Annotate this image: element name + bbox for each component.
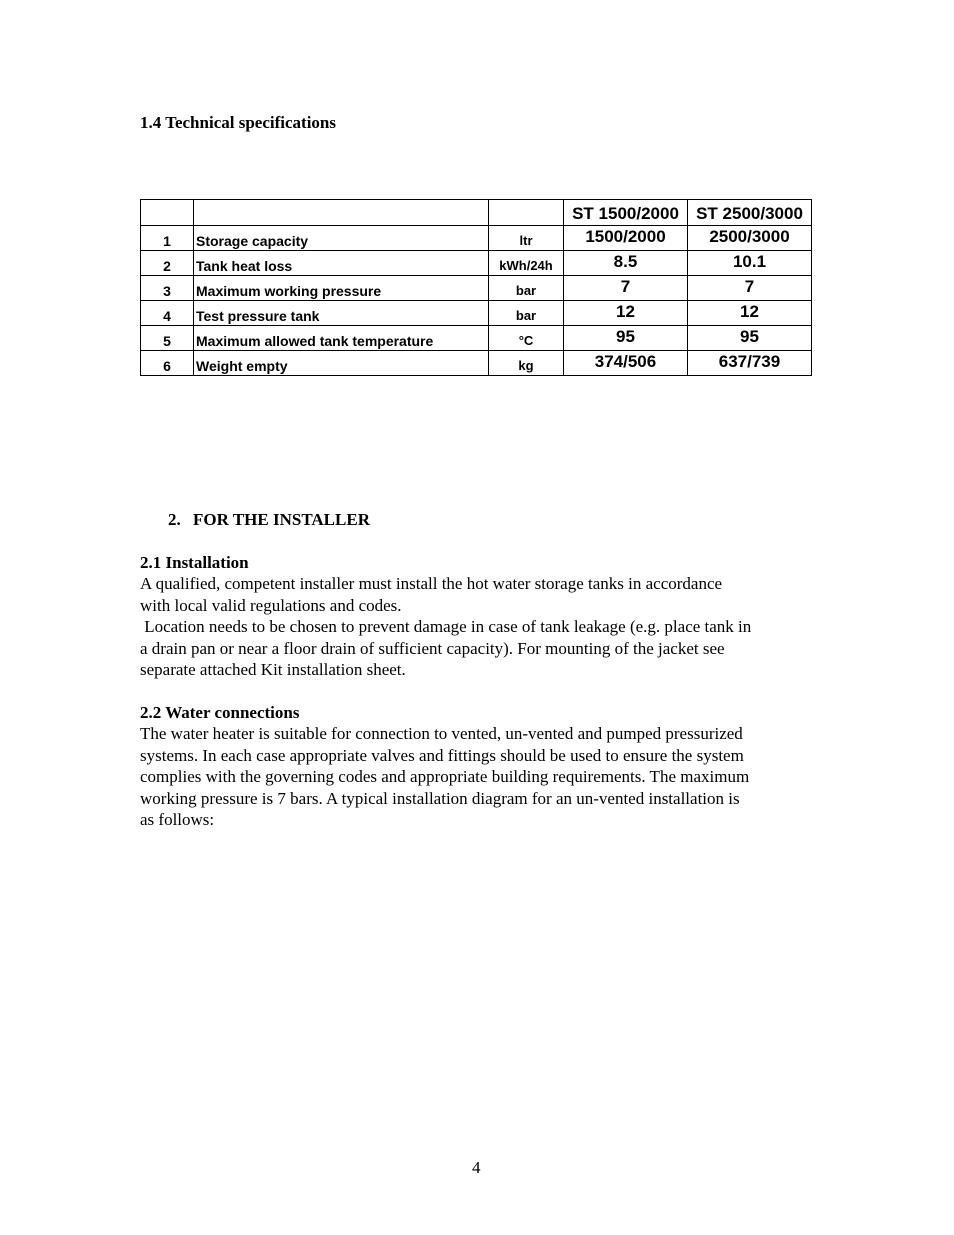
row-name: Storage capacity: [194, 226, 489, 251]
row-value-st2500: 12: [688, 301, 812, 326]
row-name: Maximum allowed tank temperature: [194, 326, 489, 351]
table-row: [141, 276, 812, 301]
column-header-st1500: ST 1500/2000: [564, 200, 688, 226]
table-row: [141, 226, 812, 251]
paragraph-line: working pressure is 7 bars. A typical installation diagram for an un-vented installation is: [140, 788, 740, 808]
section-2-title: FOR THE INSTALLER: [193, 510, 370, 529]
row-unit: kWh/24h: [489, 251, 564, 276]
row-value-st2500: 7: [688, 276, 812, 301]
table-row: [141, 326, 812, 351]
table-header-row: [141, 200, 812, 226]
row-number: 6: [141, 351, 194, 376]
row-value-st1500: 12: [564, 301, 688, 326]
row-unit: bar: [489, 276, 564, 301]
row-value-st2500: 637/739: [688, 351, 812, 376]
row-value-st1500: 7: [564, 276, 688, 301]
row-unit: bar: [489, 301, 564, 326]
section-2-1-title: 2.1 Installation: [140, 553, 249, 572]
header-num-cell: [141, 200, 194, 226]
row-value-st1500: 8.5: [564, 251, 688, 276]
row-unit: ltr: [489, 226, 564, 251]
header-name-cell: [194, 200, 489, 226]
paragraph-line: systems. In each case appropriate valves and fittings should be used to ensure the system: [140, 745, 744, 765]
row-name: Tank heat loss: [194, 251, 489, 276]
header-unit-cell: [489, 200, 564, 226]
row-unit: kg: [489, 351, 564, 376]
page-number: 4: [472, 1158, 481, 1177]
row-name: Weight empty: [194, 351, 489, 376]
section-2-1-body: [140, 573, 820, 681]
row-name: Test pressure tank: [194, 301, 489, 326]
paragraph-line: The water heater is suitable for connection to vented, un-vented and pumped pressurized: [140, 724, 743, 743]
section-2-2-body: [140, 723, 820, 831]
row-number: 2: [141, 251, 194, 276]
section-2-heading: [168, 510, 370, 530]
row-value-st1500: 374/506: [564, 351, 688, 376]
column-header-st2500: ST 2500/3000: [688, 200, 812, 226]
paragraph-line: with local valid regulations and codes.: [140, 595, 402, 615]
row-value-st2500: 95: [688, 326, 812, 351]
paragraph-line: as follows:: [140, 810, 215, 829]
section-2-2-title: 2.2 Water connections: [140, 703, 300, 722]
technical-specifications-table: [140, 199, 812, 376]
row-value-st1500: 1500/2000: [564, 226, 688, 251]
row-number: 1: [141, 226, 194, 251]
row-name: Maximum working pressure: [194, 276, 489, 301]
row-number: 5: [141, 326, 194, 351]
section-1-4-title: 1.4 Technical specifications: [140, 113, 336, 132]
paragraph-line: separate attached Kit installation sheet.: [140, 660, 406, 679]
paragraph-line: complies with the governing codes and appropriate building requirements. The maximum: [140, 767, 750, 786]
row-value-st2500: 10.1: [688, 251, 812, 276]
row-value-st2500: 2500/3000: [688, 226, 812, 251]
row-value-st1500: 95: [564, 326, 688, 351]
row-number: 3: [141, 276, 194, 301]
paragraph-line: Location needs to be chosen to prevent damage in case of tank leakage (e.g. place tank in: [140, 617, 752, 636]
table-row: [141, 251, 812, 276]
paragraph-line: a drain pan or near a floor drain of sufficient capacity). For mounting of the jacket see: [140, 638, 725, 658]
table-row: [141, 301, 812, 326]
row-number: 4: [141, 301, 194, 326]
table-row: [141, 351, 812, 376]
paragraph-line: A qualified, competent installer must install the hot water storage tanks in accordance: [140, 574, 723, 593]
row-unit: °C: [489, 326, 564, 351]
section-2-number: 2.: [168, 510, 181, 529]
